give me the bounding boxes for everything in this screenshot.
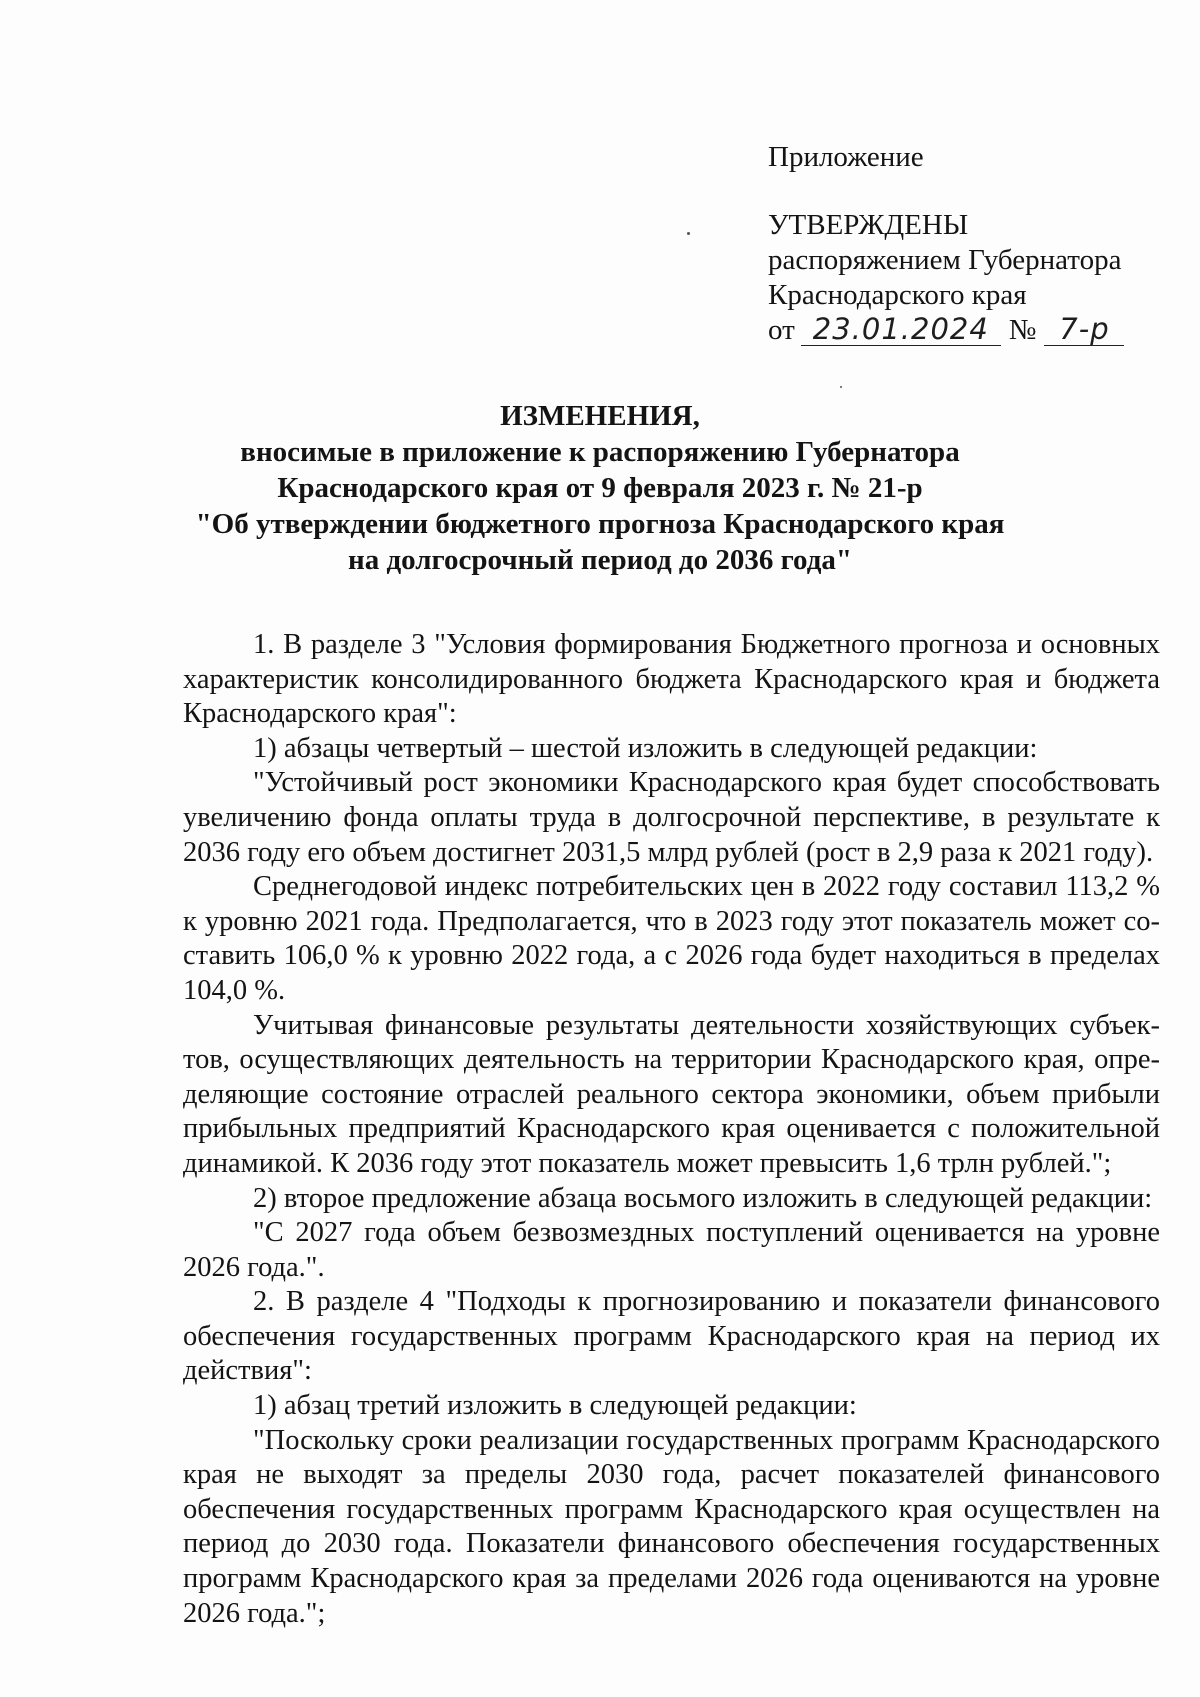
appendix-label: Приложение <box>768 141 924 173</box>
paragraph: Среднегодовой индекс потребительских цен в 2022 году составил 113,2 % к уровню 2021 года. Предполагается, что в 2023 году этот показатель может составить 106,0 % к уровню 2022 года, а с 2026 года будет находиться в пределах 104,0 %. <box>183 871 1160 1006</box>
document-body <box>183 628 1160 1631</box>
handwritten-date: 23.01.2024 <box>812 312 989 346</box>
approved-by-line: распоряжением Губернатора <box>768 244 1122 276</box>
paragraph: 1) абзацы четвертый – шестой изложить в следующей редакции: <box>253 732 1038 764</box>
number-prefix: № <box>1008 314 1037 346</box>
paragraph: "Устойчивый рост экономики Краснодарского края будет способствовать увеличению фонда оплаты труда в долгосрочной перспективе, в результате к 2036 году его объем достигнет 2031,5 млрд рублей (рост в 2,9 раза к 2021 году). <box>183 767 1160 868</box>
title-heading: ИЗМЕНЕНИЯ, <box>500 400 700 432</box>
paragraph: "С 2027 года объем безвозмездных поступлений оценивается на уровне 2026 года.". <box>183 1217 1160 1283</box>
paragraph: 1. В разделе 3 "Условия формирования Бюджетного прогноза и основных характеристик консолидированного бюджета Краснодарского края и бюджета Краснодарского края": <box>183 629 1160 730</box>
title-line: на долгосрочный период до 2036 года" <box>348 544 852 576</box>
title-line: Краснодарского края от 9 февраля 2023 г. № 21-р <box>277 472 923 504</box>
approved-label: УТВЕРЖДЕНЫ <box>768 209 969 241</box>
paragraph: 2. В разделе 4 "Подходы к прогнозированию и показатели финансового обеспечения государственных программ Краснодарского края на период их действия": <box>183 1286 1160 1387</box>
date-field <box>801 314 1001 346</box>
approved-region-line: Краснодарского края <box>768 279 1027 311</box>
paragraph: "Поскольку сроки реализации государственных программ Краснодарского края не выходят за пределы 2030 года, расчет показателей финансового обеспечения государственных программ Краснодарского края осуществлен на период до 2030 года. Показатели финансового обеспечения государственных программ Краснодарского края за пределами 2026 года оцениваются на уровне 2026 года."; <box>183 1424 1160 1629</box>
handwritten-number: 7-р <box>1059 312 1110 346</box>
number-field <box>1044 314 1124 346</box>
paragraph: 1) абзац третий изложить в следующей редакции: <box>253 1390 857 1422</box>
date-number-row <box>768 313 1168 351</box>
title-line: вносимые в приложение к распоряжению Губернатора <box>240 436 960 468</box>
scan-speck <box>840 386 842 388</box>
approval-block <box>768 140 1168 351</box>
scan-speck <box>687 232 690 235</box>
title-line: "Об утверждении бюджетного прогноза Краснодарского края <box>195 508 1005 540</box>
paragraph: Учитывая финансовые результаты деятельности хозяйствующих субъектов, осуществляющих деятельность на территории Краснодарского края, определяющие состояние отраслей реального сектора экономики, объем прибыли прибыльных предприятий Краснодарского края оценивается с положительной динамикой. К 2036 году этот показатель может превысить 1,6 трлн рублей."; <box>183 1009 1160 1179</box>
paragraph: 2) второе предложение абзаца восьмого изложить в следующей редакции: <box>253 1182 1153 1214</box>
document-title <box>60 398 1140 578</box>
date-prefix: от <box>768 314 795 346</box>
